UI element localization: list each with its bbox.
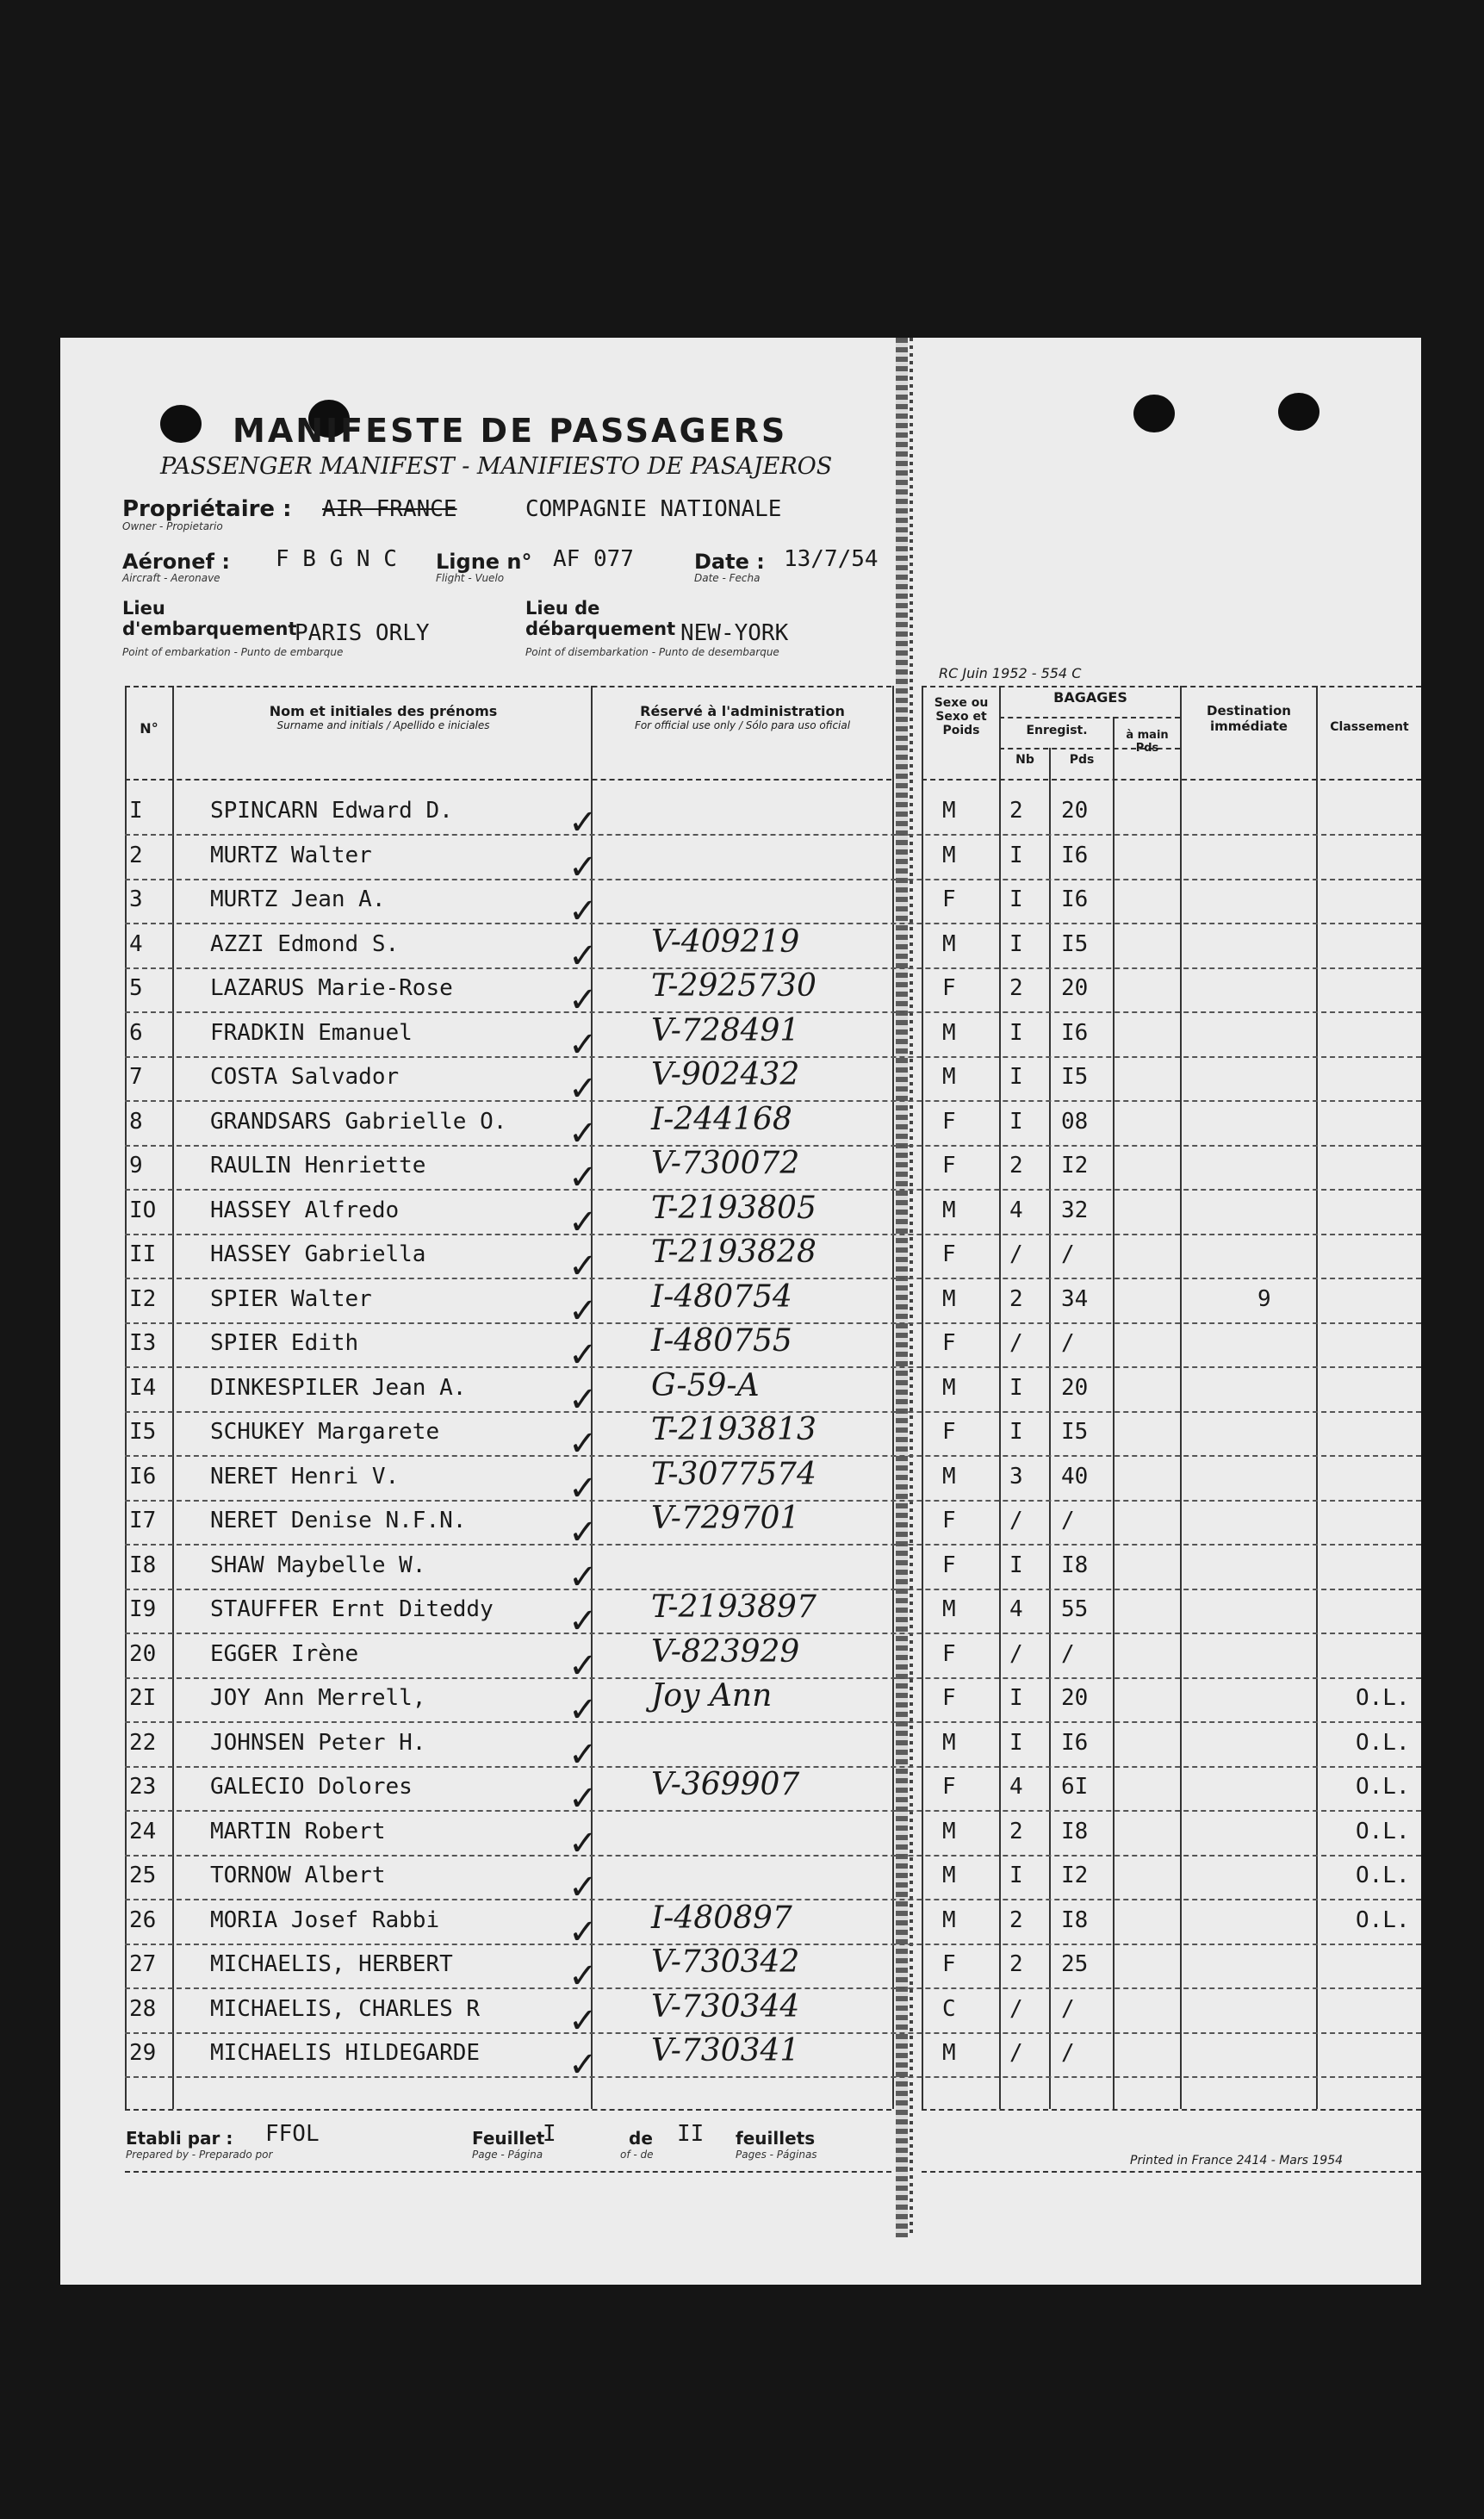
cell-kg: 55	[1061, 1596, 1089, 1622]
cell-ref: I-480754	[651, 1278, 792, 1315]
cell-ref: G-59-A	[651, 1367, 760, 1403]
cell-num: 24	[129, 1818, 157, 1844]
cell-num: 6	[129, 1019, 143, 1046]
punch-hole	[160, 405, 202, 443]
cell-num: 25	[129, 1863, 157, 1888]
cell-ref: I-244168	[651, 1101, 792, 1137]
check-mark-icon: ✓	[568, 1113, 598, 1154]
cell-kg: 6I	[1061, 1774, 1089, 1800]
cell-pcs: I	[1009, 1108, 1023, 1135]
check-mark-icon: ✓	[568, 1823, 598, 1863]
cell-ref: T-2193805	[651, 1190, 817, 1226]
check-mark-icon: ✓	[568, 1557, 598, 1597]
cell-kg: I6	[1061, 1729, 1089, 1756]
passenger-row	[0, 924, 1484, 976]
cell-pcs: I	[1009, 1064, 1023, 1090]
cell-ref: Joy Ann	[651, 1678, 773, 1714]
cell-sex: F	[942, 1774, 956, 1800]
cell-kg: I2	[1061, 1153, 1089, 1179]
passenger-row	[0, 1146, 1484, 1197]
cell-pcs: 2	[1009, 1906, 1023, 1933]
cell-name: DINKESPILER Jean A.	[210, 1374, 467, 1401]
col-hand: à main Pds	[1126, 729, 1169, 755]
sheets-sub: Pages - Páginas	[736, 2149, 817, 2161]
cell-num: I9	[129, 1596, 157, 1622]
check-mark-icon: ✓	[568, 1158, 598, 1197]
cell-pcs: I	[1009, 842, 1023, 868]
disembark-value: NEW-YORK	[680, 620, 789, 646]
passenger-row	[0, 1633, 1484, 1686]
cell-pcs: I	[1009, 1729, 1023, 1756]
cell-pcs: 4	[1009, 1596, 1023, 1622]
cell-num: 9	[129, 1153, 143, 1179]
owner-label: Propriétaire :	[122, 496, 292, 522]
cell-kg: 32	[1061, 1197, 1089, 1223]
cell-pcs: 2	[1009, 975, 1023, 1001]
cell-num: 7	[129, 1064, 143, 1090]
cell-pcs: I	[1009, 1552, 1023, 1578]
passenger-row	[0, 1589, 1484, 1641]
check-mark-icon: ✓	[568, 1335, 598, 1375]
check-mark-icon: ✓	[568, 803, 598, 843]
cell-sex: M	[942, 1064, 956, 1090]
cell-sex: F	[942, 1241, 956, 1267]
cell-name: MICHAELIS, HERBERT	[210, 1951, 453, 1977]
cell-sex: F	[942, 1552, 956, 1578]
passenger-row	[0, 1190, 1484, 1242]
col-no: Nb	[1015, 753, 1034, 767]
cell-ref: V-730072	[651, 1146, 800, 1181]
passenger-row	[0, 1547, 1484, 1597]
cell-pcs: I	[1009, 1374, 1023, 1401]
cell-kg: I6	[1061, 842, 1089, 868]
cell-num: 4	[129, 930, 143, 957]
cell-name: SCHUKEY Margarete	[210, 1419, 440, 1445]
form-code: RC Juin 1952 - 554 C	[939, 665, 1082, 681]
cell-name: HASSEY Alfredo	[210, 1197, 400, 1223]
cell-ref: T-2193897	[651, 1589, 817, 1625]
check-mark-icon: ✓	[568, 1690, 598, 1730]
cell-ref: V-823929	[651, 1633, 800, 1670]
date-label: Date :	[694, 550, 765, 574]
cell-sex: F	[942, 1640, 956, 1667]
cell-pcs: /	[1009, 1995, 1023, 2022]
check-mark-icon: ✓	[568, 1202, 598, 1242]
check-mark-icon: ✓	[568, 1912, 598, 1952]
cell-sex: F	[942, 1685, 956, 1711]
cell-pcs: /	[1009, 1508, 1023, 1533]
passenger-row	[0, 1944, 1484, 1996]
cell-sex: M	[942, 930, 956, 957]
check-mark-icon: ✓	[568, 847, 598, 887]
embark-value: PARIS ORLY	[295, 620, 430, 646]
cell-kg: /	[1061, 1640, 1075, 1667]
date-value: 13/7/54	[784, 546, 879, 572]
cell-num: I6	[129, 1463, 157, 1490]
sheets-label: feuillets	[736, 2128, 816, 2149]
cell-pcs: I	[1009, 886, 1023, 912]
cell-pcs: 2	[1009, 1285, 1023, 1312]
cell-num: 8	[129, 1108, 143, 1135]
cell-ref: T-2193813	[651, 1412, 817, 1447]
cell-pcs: /	[1009, 1330, 1023, 1356]
cell-sex: M	[942, 798, 956, 824]
cell-num: I2	[129, 1285, 157, 1312]
cell-pcs: 4	[1009, 1774, 1023, 1800]
cell-name: COSTA Salvador	[210, 1064, 400, 1090]
cell-kg: 20	[1061, 798, 1089, 824]
disembark-label: Lieu de débarquement	[525, 598, 676, 639]
cell-num: IO	[129, 1197, 157, 1223]
cell-sex: M	[942, 1729, 956, 1756]
of-sub: of - de	[620, 2149, 654, 2161]
col-sex: Sexe ou Sexo et Poids	[934, 696, 989, 737]
col-official: Réservé à l'administration For official use only / Sólo para uso oficial	[634, 703, 851, 731]
cell-sex: M	[942, 1463, 956, 1490]
col-num: N°	[140, 720, 158, 737]
cell-cls: O.L.	[1356, 1863, 1410, 1888]
check-mark-icon: ✓	[568, 1468, 598, 1508]
cell-sex: M	[942, 1906, 956, 1933]
cell-num: 26	[129, 1906, 157, 1933]
cell-ref: T-3077574	[651, 1456, 817, 1492]
cell-ref: V-409219	[651, 924, 800, 960]
check-mark-icon: ✓	[568, 1424, 598, 1464]
prepared-label: Etabli par :	[126, 2128, 233, 2149]
cell-kg: /	[1061, 1330, 1075, 1356]
passenger-row	[0, 2033, 1484, 2085]
cell-name: RAULIN Henriette	[210, 1153, 426, 1179]
flight-value: AF 077	[553, 546, 634, 572]
cell-ref: V-730342	[651, 1944, 800, 1980]
cell-sex: M	[942, 1285, 956, 1312]
owner-sub: Owner - Propietario	[122, 520, 223, 532]
cell-sex: M	[942, 1818, 956, 1844]
manifest-subtitle: PASSENGER MANIFEST - MANIFIESTO DE PASAJEROS	[160, 453, 833, 480]
cell-pcs: 2	[1009, 1951, 1023, 1977]
check-mark-icon: ✓	[568, 1291, 598, 1331]
cell-num: 29	[129, 2040, 157, 2066]
cell-kg: I2	[1061, 1863, 1089, 1888]
check-mark-icon: ✓	[568, 1779, 598, 1819]
cell-kg: /	[1061, 2040, 1075, 2066]
cell-name: SPINCARN Edward D.	[210, 798, 453, 824]
check-mark-icon: ✓	[568, 1602, 598, 1641]
cell-name: HASSEY Gabriella	[210, 1241, 426, 1267]
cell-ref: T-2925730	[651, 968, 817, 1004]
cell-sex: F	[942, 886, 956, 912]
check-mark-icon: ✓	[568, 2000, 598, 2041]
col-wt: Pds	[1069, 753, 1095, 767]
check-mark-icon: ✓	[568, 892, 598, 931]
cell-pcs: 3	[1009, 1463, 1023, 1490]
cell-ref: V-730341	[651, 2033, 800, 2068]
disembark-sub: Point of disembarkation - Punto de desembarque	[525, 646, 779, 658]
prepared-value: FFOL	[265, 2121, 320, 2147]
cell-name: FRADKIN Emanuel	[210, 1019, 413, 1046]
cell-name: SPIER Edith	[210, 1330, 359, 1356]
cell-ref: V-730344	[651, 1988, 800, 2025]
cell-name: GALECIO Dolores	[210, 1774, 413, 1800]
cell-num: 23	[129, 1774, 157, 1800]
cell-name: SPIER Walter	[210, 1285, 372, 1312]
passenger-row	[0, 1278, 1484, 1331]
cell-sex: F	[942, 1508, 956, 1533]
cell-pcs: I	[1009, 1019, 1023, 1046]
passenger-row	[0, 1101, 1484, 1154]
cell-kg: I5	[1061, 1064, 1089, 1090]
cell-num: I3	[129, 1330, 157, 1356]
cell-kg: I6	[1061, 886, 1089, 912]
check-mark-icon: ✓	[568, 1247, 598, 1286]
sheet-label: Feuillet	[472, 2128, 545, 2149]
check-mark-icon: ✓	[568, 936, 598, 976]
cell-cls: O.L.	[1356, 1729, 1410, 1756]
printed-note: Printed in France 2414 - Mars 1954	[1130, 2154, 1344, 2168]
cell-num: 22	[129, 1729, 157, 1756]
embark-sub: Point of embarkation - Punto de embarque	[122, 646, 344, 658]
cell-name: MURTZ Walter	[210, 842, 372, 868]
cell-name: MARTIN Robert	[210, 1818, 386, 1844]
cell-num: I4	[129, 1374, 157, 1401]
embark-label: Lieu d'embarquement	[122, 598, 297, 639]
cell-name: SHAW Maybelle W.	[210, 1552, 426, 1578]
cell-kg: 20	[1061, 1374, 1089, 1401]
of-label: de	[629, 2128, 653, 2149]
check-mark-icon: ✓	[568, 1734, 598, 1775]
owner-struck: AIR FRANCE	[322, 496, 457, 522]
cell-kg: 20	[1061, 1685, 1089, 1711]
cell-kg: /	[1061, 1508, 1075, 1533]
manifest-title: MANIFESTE DE PASSAGERS	[233, 412, 788, 450]
cell-pcs: 2	[1009, 1153, 1023, 1179]
cell-ref: V-369907	[651, 1767, 800, 1802]
cell-sex: F	[942, 1153, 956, 1179]
cell-pcs: I	[1009, 1685, 1023, 1711]
cell-kg: I6	[1061, 1019, 1089, 1046]
passenger-row	[0, 1012, 1484, 1065]
passenger-row	[0, 1988, 1484, 2041]
passenger-row	[0, 1501, 1484, 1552]
cell-cls: O.L.	[1356, 1818, 1410, 1844]
cell-name: JOY Ann Merrell,	[210, 1685, 426, 1711]
cell-num: I5	[129, 1419, 157, 1445]
cell-name: EGGER Irène	[210, 1640, 359, 1667]
cell-ref: V-902432	[651, 1057, 800, 1092]
cell-num: 27	[129, 1951, 157, 1977]
passenger-row	[0, 1767, 1484, 1819]
passenger-row	[0, 1235, 1484, 1286]
punch-hole	[1278, 393, 1319, 431]
passenger-row	[0, 837, 1484, 887]
cell-kg: I8	[1061, 1818, 1089, 1844]
cell-num: 5	[129, 975, 143, 1001]
cell-name: GRANDSARS Gabrielle O.	[210, 1108, 507, 1135]
cell-num: 20	[129, 1640, 157, 1667]
date-sub: Date - Fecha	[694, 572, 761, 584]
check-mark-icon: ✓	[568, 980, 598, 1020]
cell-name: MICHAELIS, CHARLES R	[210, 1995, 481, 2022]
col-class: Classement	[1330, 720, 1409, 734]
cell-num: 2I	[129, 1685, 157, 1711]
cell-kg: I8	[1061, 1906, 1089, 1933]
aircraft-sub: Aircraft - Aeronave	[122, 572, 220, 584]
passenger-row	[0, 1412, 1484, 1464]
cell-num: 28	[129, 1995, 157, 2022]
cell-name: MICHAELIS HILDEGARDE	[210, 2040, 481, 2066]
cell-kg: 40	[1061, 1463, 1089, 1490]
cell-sex: F	[942, 975, 956, 1001]
passenger-row	[0, 1900, 1484, 1952]
cell-sex: M	[942, 1596, 956, 1622]
cell-dest: 9	[1257, 1285, 1271, 1312]
cell-name: STAUFFER Ernt Diteddy	[210, 1596, 494, 1622]
cell-num: 3	[129, 886, 143, 912]
cell-sex: F	[942, 1419, 956, 1445]
cell-kg: 34	[1061, 1285, 1089, 1312]
col-dest: Destination immédiate	[1207, 703, 1291, 734]
cell-sex: F	[942, 1951, 956, 1977]
aircraft-label: Aéronef :	[122, 550, 230, 574]
cell-name: NERET Denise N.F.N.	[210, 1508, 467, 1533]
cell-sex: F	[942, 1108, 956, 1135]
cell-sex: M	[942, 1197, 956, 1223]
cell-num: I7	[129, 1508, 157, 1533]
cell-name: NERET Henri V.	[210, 1463, 400, 1490]
cell-cls: O.L.	[1356, 1774, 1410, 1800]
cell-name: TORNOW Albert	[210, 1863, 386, 1888]
cell-pcs: I	[1009, 930, 1023, 957]
cell-num: I	[129, 798, 143, 824]
cell-kg: I5	[1061, 930, 1089, 957]
cell-pcs: /	[1009, 2040, 1023, 2066]
flight-sub: Flight - Vuelo	[436, 572, 505, 584]
aircraft-value: F B G N C	[276, 546, 397, 572]
col-checked: Enregist.	[1026, 724, 1088, 737]
cell-sex: C	[942, 1995, 956, 2022]
check-mark-icon: ✓	[568, 1868, 598, 1907]
flight-label: Ligne n°	[436, 550, 532, 574]
check-mark-icon: ✓	[568, 1513, 598, 1552]
cell-pcs: /	[1009, 1640, 1023, 1667]
cell-cls: O.L.	[1356, 1685, 1410, 1711]
cell-pcs: 2	[1009, 798, 1023, 824]
cell-kg: 20	[1061, 975, 1089, 1001]
passenger-row	[0, 793, 1484, 843]
prepared-sub: Prepared by - Preparado por	[126, 2149, 273, 2161]
passenger-row	[0, 1678, 1484, 1730]
cell-kg: /	[1061, 1995, 1075, 2022]
cell-pcs: /	[1009, 1241, 1023, 1267]
cell-kg: /	[1061, 1241, 1075, 1267]
cell-pcs: 2	[1009, 1818, 1023, 1844]
punch-hole	[1133, 395, 1175, 432]
cell-cls: O.L.	[1356, 1906, 1410, 1933]
cell-name: JOHNSEN Peter H.	[210, 1729, 426, 1756]
cell-sex: M	[942, 1374, 956, 1401]
passenger-row	[0, 968, 1484, 1020]
check-mark-icon: ✓	[568, 1956, 598, 1996]
passenger-row	[0, 881, 1484, 931]
cell-ref: V-728491	[651, 1012, 800, 1048]
cell-sex: F	[942, 1330, 956, 1356]
cell-num: 2	[129, 842, 143, 868]
cell-kg: I8	[1061, 1552, 1089, 1578]
owner-value: COMPAGNIE NATIONALE	[525, 496, 782, 522]
cell-num: II	[129, 1241, 157, 1267]
cell-sex: M	[942, 1019, 956, 1046]
passenger-row	[0, 1857, 1484, 1907]
cell-pcs: 4	[1009, 1197, 1023, 1223]
col-baggage: BAGAGES	[1053, 689, 1127, 706]
passenger-row	[0, 1057, 1484, 1109]
check-mark-icon: ✓	[568, 1645, 598, 1686]
passenger-row	[0, 1456, 1484, 1508]
passenger-row	[0, 1367, 1484, 1420]
cell-sex: M	[942, 2040, 956, 2066]
passenger-row	[0, 1813, 1484, 1863]
cell-num: I8	[129, 1552, 157, 1578]
cell-name: MURTZ Jean A.	[210, 886, 386, 912]
cell-kg: 08	[1061, 1108, 1089, 1135]
passenger-row	[0, 1725, 1484, 1775]
cell-kg: I5	[1061, 1419, 1089, 1445]
cell-name: LAZARUS Marie-Rose	[210, 975, 453, 1001]
check-mark-icon: ✓	[568, 1069, 598, 1109]
cell-pcs: I	[1009, 1863, 1023, 1888]
of-value: II	[677, 2121, 705, 2147]
cell-ref: V-729701	[651, 1501, 800, 1536]
cell-name: MORIA Josef Rabbi	[210, 1906, 440, 1933]
cell-sex: M	[942, 1863, 956, 1888]
check-mark-icon: ✓	[568, 1024, 598, 1065]
col-name: Nom et initiales des prénoms Surname and initials / Apellido e iniciales	[269, 703, 498, 731]
passenger-row	[0, 1323, 1484, 1375]
cell-sex: M	[942, 842, 956, 868]
cell-ref: I-480897	[651, 1900, 792, 1936]
cell-kg: 25	[1061, 1951, 1089, 1977]
cell-ref: I-480755	[651, 1323, 792, 1359]
cell-pcs: I	[1009, 1419, 1023, 1445]
check-mark-icon: ✓	[568, 1379, 598, 1420]
sheet-sub: Page - Página	[472, 2149, 543, 2161]
sheet-value: I	[543, 2121, 556, 2147]
cell-name: AZZI Edmond S.	[210, 930, 400, 957]
check-mark-icon: ✓	[568, 2045, 598, 2085]
cell-ref: T-2193828	[651, 1235, 817, 1270]
